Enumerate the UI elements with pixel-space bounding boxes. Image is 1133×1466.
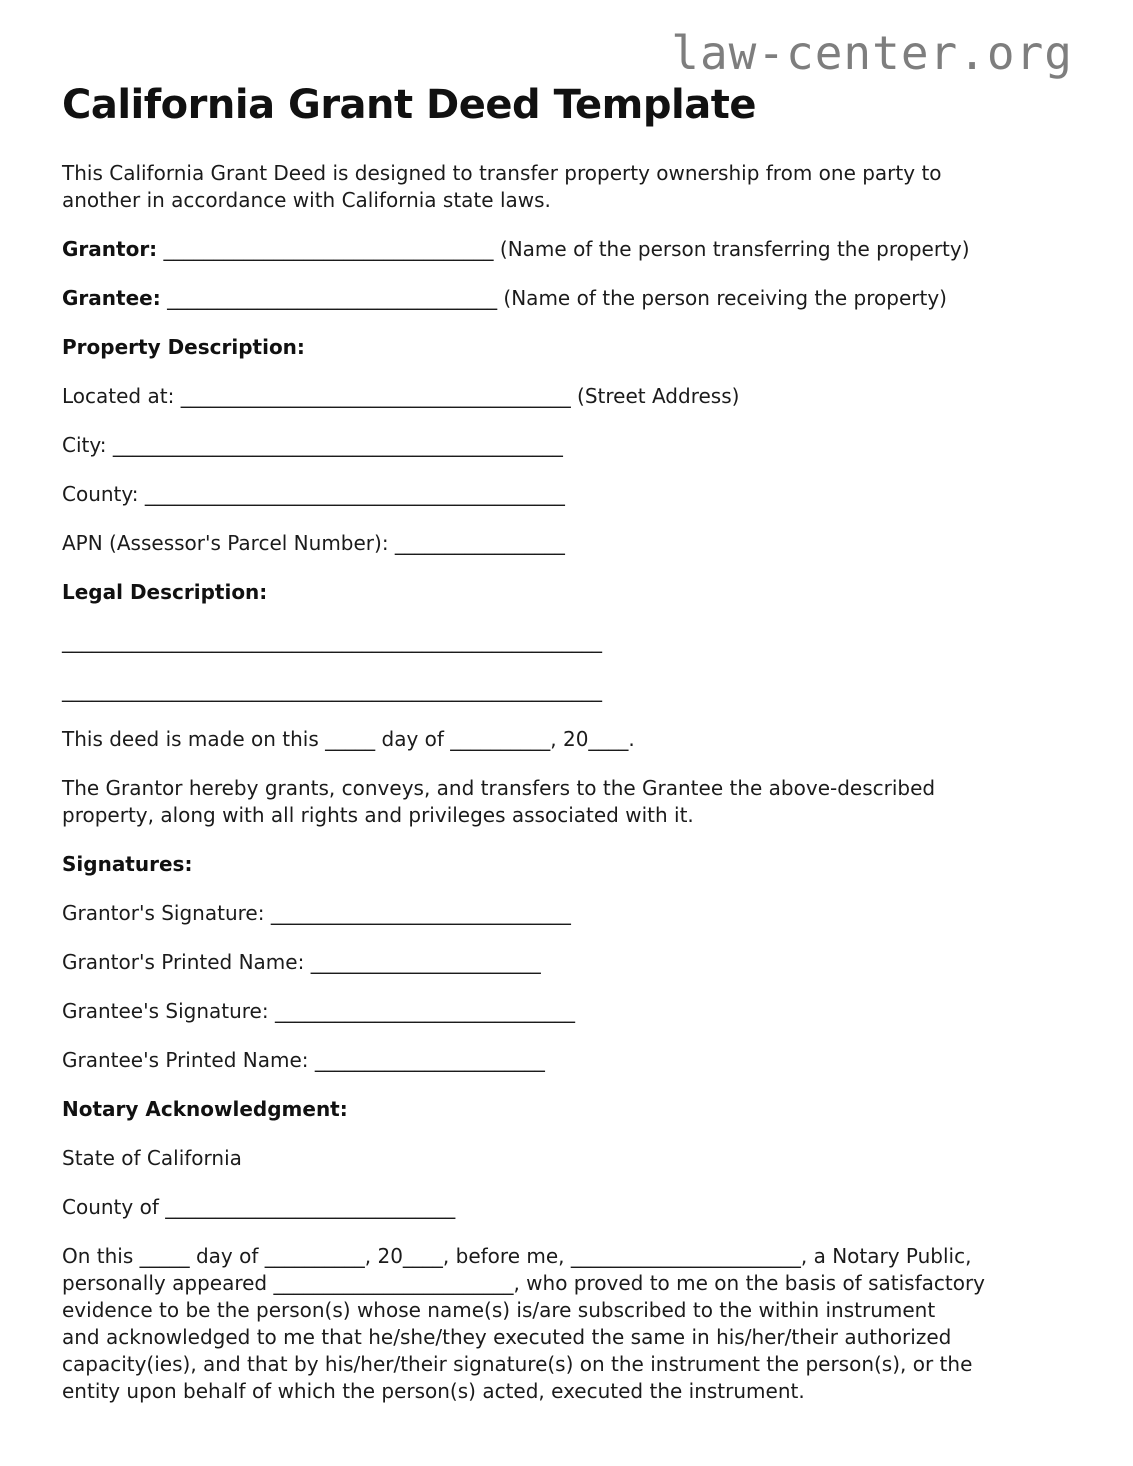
grantor-hint: (Name of the person transferring the property) (499, 237, 970, 261)
grantor-signature-blank-field: ______________________________ (270, 901, 571, 925)
apn-blank-field: _________________ (394, 531, 565, 555)
grantee-label: Grantee: (62, 286, 161, 310)
notary-body-paragraph (62, 1243, 1073, 1405)
grantee-printed-name-label: Grantee's Printed Name: (62, 1048, 309, 1072)
grantor-signature-line (62, 900, 1073, 927)
grantee-signature-label: Grantee's Signature: (62, 999, 269, 1023)
grantor-printed-name-line (62, 949, 1073, 976)
county-label: County: (62, 482, 139, 506)
grantor-blank-field: _________________________________ (163, 237, 494, 261)
located-at-label: Located at: (62, 384, 175, 408)
legal-description-heading: Legal Description: (62, 580, 268, 604)
located-at-hint: (Street Address) (577, 384, 740, 408)
grantee-printed-name-line (62, 1047, 1073, 1074)
county-blank-field: __________________________________________ (144, 482, 565, 506)
grantee-blank-field: _________________________________ (167, 286, 498, 310)
grantor-printed-name-label: Grantor's Printed Name: (62, 950, 305, 974)
city-blank-field: _____________________________________________ (112, 433, 563, 457)
intro-paragraph (62, 160, 1073, 214)
notary-acknowledgment-heading: Notary Acknowledgment: (62, 1097, 348, 1121)
intro-line-2: another in accordance with California state laws. (62, 188, 551, 212)
notary-body-line-2: personally appeared ________________________, who proved to me on the basis of satisfactory (62, 1271, 986, 1295)
located-at-line (62, 383, 1073, 410)
watermark-logo: law-center.org (671, 26, 1073, 80)
grantor-printed-name-blank-field: _______________________ (310, 950, 541, 974)
intro-line-1: This California Grant Deed is designed to transfer property ownership from one party to (62, 161, 942, 185)
apn-line (62, 530, 1073, 557)
grant-clause-line-1: The Grantor hereby grants, conveys, and transfers to the Grantee the above-described (62, 776, 936, 800)
grantee-signature-line (62, 998, 1073, 1025)
legal-blank-field-1: ______________________________________________________ (62, 629, 602, 653)
city-label: City: (62, 433, 107, 457)
notary-county-blank-field: _____________________________ (165, 1195, 456, 1219)
notary-body-line-4: and acknowledged to me that he/she/they executed the same in his/her/their authorized (62, 1325, 952, 1349)
grantee-line (62, 285, 1073, 312)
property-description-heading: Property Description: (62, 335, 305, 359)
document-title: California Grant Deed Template (62, 82, 756, 128)
located-at-blank-field: _______________________________________ (180, 384, 571, 408)
notary-county-line (62, 1194, 1073, 1221)
notary-county-label: County of (62, 1195, 159, 1219)
legal-blank-field-2: ______________________________________________________ (62, 678, 602, 702)
notary-body-line-6: entity upon behalf of which the person(s) acted, executed the instrument. (62, 1379, 805, 1403)
apn-label: APN (Assessor's Parcel Number): (62, 531, 389, 555)
notary-body-line-1: On this _____ day of __________, 20____, before me, _______________________, a Notary Public, (62, 1244, 972, 1268)
grant-clause-line-2: property, along with all rights and privileges associated with it. (62, 803, 694, 827)
legal-description-blank-line-2 (62, 677, 1073, 704)
deed-date-line: This deed is made on this _____ day of __________, 20____. (62, 727, 635, 751)
legal-description-blank-line-1 (62, 628, 1073, 655)
grant-clause-paragraph (62, 775, 1073, 829)
city-line (62, 432, 1073, 459)
grantee-hint: (Name of the person receiving the property) (503, 286, 947, 310)
county-line (62, 481, 1073, 508)
notary-state-line: State of California (62, 1146, 242, 1170)
grantee-signature-blank-field: ______________________________ (274, 999, 575, 1023)
notary-body-line-5: capacity(ies), and that by his/her/their signature(s) on the instrument the person(s), or the (62, 1352, 973, 1376)
grantor-line (62, 236, 1073, 263)
grantor-label: Grantor: (62, 237, 158, 261)
grantee-printed-name-blank-field: _______________________ (314, 1048, 545, 1072)
signatures-heading: Signatures: (62, 852, 193, 876)
grantor-signature-label: Grantor's Signature: (62, 901, 265, 925)
notary-body-line-3: evidence to be the person(s) whose name(s) is/are subscribed to the within instrument (62, 1298, 936, 1322)
